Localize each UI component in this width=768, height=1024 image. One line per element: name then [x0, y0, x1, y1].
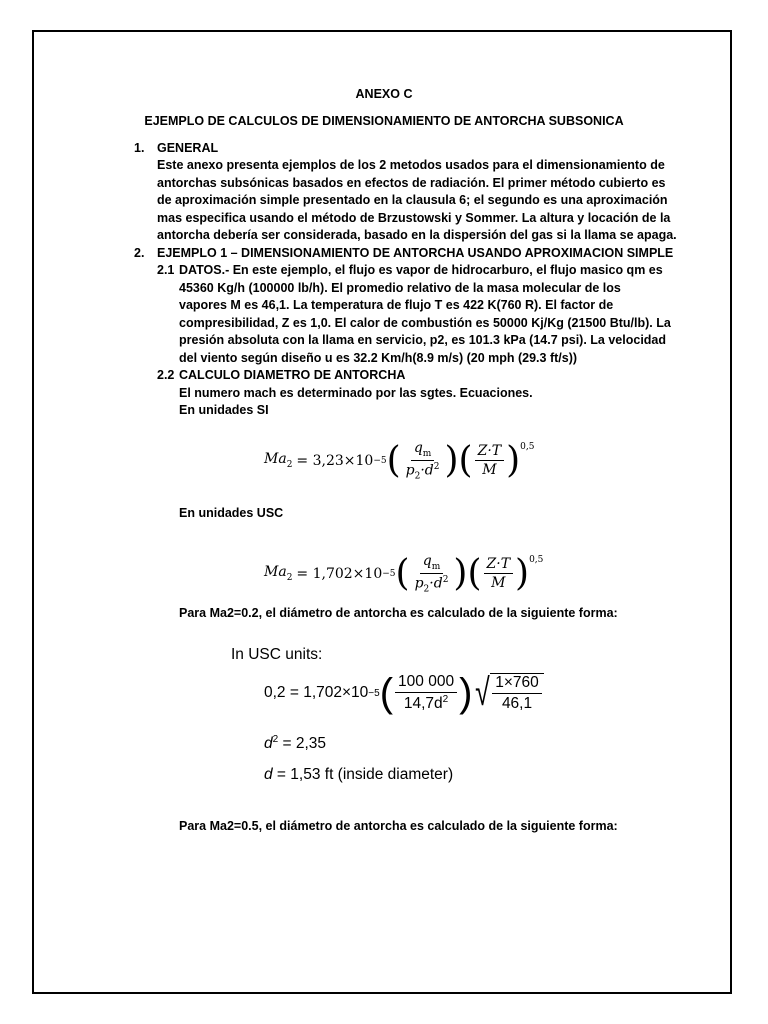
- usc-block-title: In USC units:: [231, 646, 323, 663]
- section-2-heading: EJEMPLO 1 – DIMENSIONAMIENTO DE ANTORCHA USANDO APROXIMACION SIMPLE: [157, 246, 674, 260]
- section-2-1-line: DATOS.- En este ejemplo, el flujo es vapor de hidrocarburo, el flujo masico qm es: [179, 263, 663, 277]
- section-1-heading: GENERAL: [157, 141, 219, 155]
- usc-units-label: En unidades USC: [179, 506, 284, 520]
- section-2-1-line: del viento según diseño u es 32.2 Km/h(8.9 m/s) (20 mph (29.3 ft/s)): [179, 351, 578, 365]
- section-2-1-line: vapores M es 46,1. La temperatura de flujo T es 422 K(760 R). El factor de: [179, 298, 614, 312]
- usc-block-d-result: d = 1,53 ft (inside diameter): [264, 766, 454, 783]
- section-1-line: de aproximación simple presentado en la clausula 6; el segundo es una aproximación: [157, 193, 668, 207]
- annex-title: ANEXO C: [355, 87, 413, 101]
- section-1-line: antorcha debería ser considerada, basado en la dispersión del gas si la llama se apaga.: [157, 228, 677, 242]
- section-1-line: Este anexo presenta ejemplos de los 2 metodos usados para el dimensionamiento de: [157, 158, 665, 172]
- section-2-2-heading: CALCULO DIAMETRO DE ANTORCHA: [179, 368, 406, 382]
- section-1-number: 1.: [134, 141, 145, 155]
- section-2-1-number: 2.1: [157, 263, 175, 277]
- usc-block-equation: 0,2 = 1,702×10 −5 ( $\frac{100 000}{14,7d^2}$ ) √ $\frac{1\times 760}{46,1}$: [264, 673, 544, 713]
- ma2-0-2-text: Para Ma2=0.2, el diámetro de antorcha es calculado de la siguiente forma:: [179, 606, 618, 620]
- section-2-2-number: 2.2: [157, 368, 175, 382]
- section-2-2-line: En unidades SI: [179, 403, 269, 417]
- section-2-number: 2.: [134, 246, 145, 260]
- section-1-line: mas especifica usando el método de Brzustowski y Sommer. La altura y locación de la: [157, 211, 671, 225]
- equation-usc: $Ma_2$ = 1,702×10 −5 ( $\frac{q_m}{p_2\cdot d^2}$ )( $\frac{Z\cdot T}{M}$ ) 0,5: [264, 552, 544, 595]
- section-2-1-line: presión absoluta con la llama en servicio, p2, es 101.3 kPa (14.7 psi). La velocidad: [179, 333, 667, 347]
- section-2-1-line: compresibilidad, Z es 1,0. El calor de combustión es 50000 Kj/Kg (21500 Btu/lb). La: [179, 316, 671, 330]
- ma2-0-5-text: Para Ma2=0.5, el diámetro de antorcha es calculado de la siguiente forma:: [179, 819, 618, 833]
- document-title: EJEMPLO DE CALCULOS DE DIMENSIONAMIENTO DE ANTORCHA SUBSONICA: [144, 114, 624, 128]
- usc-block-d-squared: $d^2 = 2,35$: [264, 734, 327, 753]
- section-2-1-line: 45360 Kg/h (100000 lb/h). El promedio relativo de la masa molecular de los: [179, 281, 621, 295]
- section-1-line: antorchas subsónicas basados en efectos de radiación. El primer método cubierto es: [157, 176, 666, 190]
- equation-si: $Ma_2$ = 3,23×10 −5 ( $\frac{q_m}{p_2\cdot d^2}$ )( $\frac{Z\cdot T}{M}$ ) 0,5: [264, 439, 535, 482]
- section-2-2-line: El numero mach es determinado por las sgtes. Ecuaciones.: [179, 386, 533, 400]
